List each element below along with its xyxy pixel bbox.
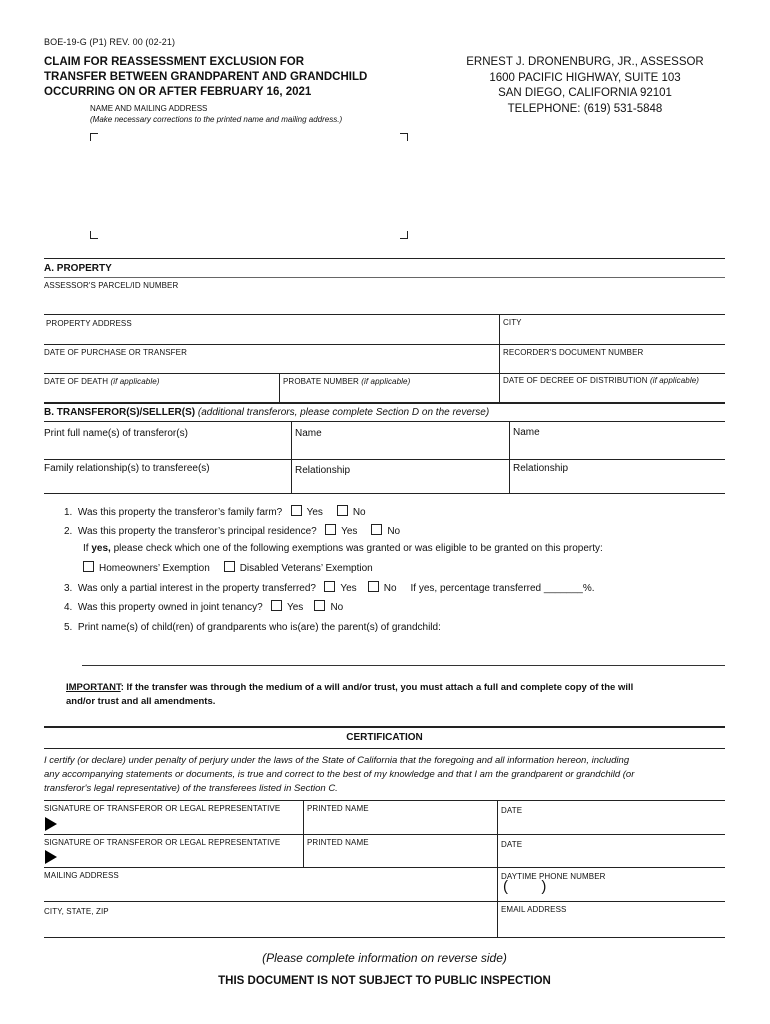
mailing-label: NAME AND MAILING ADDRESS: [90, 104, 208, 113]
recorder-doc-field[interactable]: [503, 357, 723, 371]
relationship-1-label: Relationship: [295, 465, 351, 476]
print-names-label: Print full name(s) of transferor(s): [44, 428, 188, 439]
reverse-side-note: (Please complete information on reverse side): [262, 951, 507, 965]
form-title: [44, 55, 367, 100]
date-2-field[interactable]: [501, 850, 723, 865]
date-death-label: DATE OF DEATH (if applicable): [44, 377, 160, 386]
assessor-name: ERNEST J. DRONENBURG, JR., ASSESSOR: [466, 56, 704, 68]
divider-b-2: [44, 459, 725, 460]
divider-b-1: [44, 421, 725, 422]
section-a-heading: A. PROPERTY: [44, 263, 112, 274]
q3-percentage[interactable]: If yes, percentage transferred _______%.: [410, 583, 595, 594]
divider-a-2: [44, 344, 725, 345]
property-address-label: PROPERTY ADDRESS: [46, 319, 132, 328]
divider-a-heading: [44, 277, 725, 278]
probate-field[interactable]: [283, 387, 493, 400]
divider-cert-top: [44, 726, 725, 728]
property-address-field[interactable]: [44, 328, 494, 342]
signature-2-label: SIGNATURE OF TRANSFEROR OR LEGAL REPRESENTATIVE: [44, 838, 281, 847]
recorder-doc-label: RECORDER'S DOCUMENT NUMBER: [503, 348, 644, 357]
question-3: 3. Was only a partial interest in the property transferred? Yes No If yes, percentage transferred _______%.: [64, 583, 595, 594]
name-1-label: Name: [295, 428, 322, 439]
certification-statement: I certify (or declare) under penalty of perjury under the laws of the State of California that the foregoing and all information hereon, including any accompanying statements or documents, is true and correct to the best of my knowledge and that I am the grandparent or grandchild (or transferor's legal representative) of the transferees listed in Section C.: [44, 755, 635, 794]
assessor-address-1: 1600 PACIFIC HIGHWAY, SUITE 103: [489, 71, 681, 84]
section-b-heading: B. TRANSFEROR(S)/SELLER(S) (additional transferors, please complete Section D on the reverse): [44, 407, 490, 418]
printed-name-1-field[interactable]: [307, 814, 492, 832]
q5-answer-line: [82, 665, 725, 666]
assessor-block: [430, 55, 740, 117]
divider-sig-bottom: [44, 937, 725, 938]
mailing-address-field[interactable]: [44, 881, 494, 899]
question-2-followup: If yes, please check which one of the following exemptions was granted or was eligible to be granted on this property:: [83, 543, 603, 554]
city-state-zip-field[interactable]: [44, 917, 494, 935]
city-field[interactable]: [503, 328, 723, 342]
signature-1-field[interactable]: [62, 814, 298, 832]
email-field[interactable]: [501, 915, 723, 935]
divider-a-1: [44, 314, 725, 315]
corner-bottom-right: [400, 231, 408, 239]
parcel-field[interactable]: [44, 292, 374, 312]
divider-b-top: [44, 402, 725, 404]
printed-name-2-field[interactable]: [307, 848, 492, 865]
assessor-address-2: SAN DIEGO, CALIFORNIA 92101: [498, 87, 672, 99]
email-label: EMAIL ADDRESS: [501, 905, 567, 914]
q1-yes-checkbox[interactable]: [291, 505, 302, 516]
certification-heading: CERTIFICATION: [346, 732, 423, 743]
decree-label: DATE OF DECREE OF DISTRIBUTION (if applicable): [503, 376, 700, 385]
divider-cert-heading: [44, 748, 725, 749]
relationship-2-field[interactable]: [513, 477, 723, 491]
daytime-phone-label: DAYTIME PHONE NUMBER: [501, 872, 606, 881]
divider-sig-3: [44, 901, 725, 902]
daytime-phone-field[interactable]: ( ): [503, 878, 547, 895]
family-rel-label: Family relationship(s) to transferee(s): [44, 463, 210, 474]
q2-no-checkbox[interactable]: [371, 524, 382, 535]
divider-sig-top: [44, 800, 725, 801]
decree-field[interactable]: [503, 387, 723, 400]
sign-here-arrow-icon: [45, 817, 57, 831]
probate-label: PROBATE NUMBER (if applicable): [283, 377, 411, 386]
divider-sig-1: [44, 834, 725, 835]
relationship-2-label: Relationship: [513, 463, 569, 474]
important-note: IMPORTANT: If the transfer was through the medium of a will and/or trust, you must attach a full and complete copy of the will and/or trust and all amendments.: [66, 682, 634, 707]
title-line-3: OCCURRING ON OR AFTER FEBRUARY 16, 2021: [44, 86, 312, 98]
divider-a-3: [44, 373, 725, 374]
printed-name-2-label: PRINTED NAME: [307, 838, 369, 847]
corner-bottom-left: [90, 231, 98, 239]
printed-name-1-label: PRINTED NAME: [307, 804, 369, 813]
exemption-options: Homeowners’ Exemption Disabled Veterans’ Exemption: [83, 561, 373, 574]
divider-sig-2: [44, 867, 725, 868]
public-inspection-notice: THIS DOCUMENT IS NOT SUBJECT TO PUBLIC INSPECTION: [218, 975, 551, 987]
question-4: 4. Was this property owned in joint tenancy? Yes No: [64, 602, 344, 613]
divider-a-top: [44, 258, 725, 259]
date-2-label: DATE: [501, 840, 523, 849]
signature-2-field[interactable]: [62, 848, 298, 865]
question-2: 2. Was this property the transferor’s principal residence? Yes No: [64, 526, 401, 537]
veterans-checkbox[interactable]: [224, 561, 235, 572]
parcel-label: ASSESSOR'S PARCEL/ID NUMBER: [44, 281, 179, 290]
date-purchase-label: DATE OF PURCHASE OR TRANSFER: [44, 348, 187, 357]
divider-b-3: [44, 493, 725, 494]
grandchild-parents-field[interactable]: [82, 640, 725, 664]
city-state-zip-label: CITY, STATE, ZIP: [44, 907, 109, 916]
title-line-2: TRANSFER BETWEEN GRANDPARENT AND GRANDCHILD: [44, 71, 368, 83]
question-1: 1. Was this property the transferor’s family farm? Yes No: [64, 507, 366, 518]
transferor-name-2-field[interactable]: [513, 441, 723, 455]
name-2-label: Name: [513, 427, 540, 438]
date-purchase-field[interactable]: [44, 357, 494, 371]
corner-top-right: [400, 133, 408, 141]
transferor-name-1-field[interactable]: [295, 441, 505, 455]
q4-no-checkbox[interactable]: [314, 600, 325, 611]
signature-1-label: SIGNATURE OF TRANSFEROR OR LEGAL REPRESENTATIVE: [44, 804, 281, 813]
date-1-label: DATE: [501, 806, 523, 815]
form-code: BOE-19-G (P1) REV. 00 (02-21): [44, 37, 176, 47]
sign-here-arrow-icon-2: [45, 850, 57, 864]
mailing-note: (Make necessary corrections to the printed name and mailing address.): [90, 115, 343, 124]
homeowners-checkbox[interactable]: [83, 561, 94, 572]
q4-yes-checkbox[interactable]: [271, 600, 282, 611]
question-5: 5. Print name(s) of child(ren) of grandparents who is(are) the parent(s) of grandchild:: [64, 622, 441, 633]
date-1-field[interactable]: [501, 816, 723, 832]
q2-yes-checkbox[interactable]: [325, 524, 336, 535]
title-line-1: CLAIM FOR REASSESSMENT EXCLUSION FOR: [44, 56, 305, 68]
q3-yes-checkbox[interactable]: [324, 581, 335, 592]
corner-top-left: [90, 133, 98, 141]
q3-no-checkbox[interactable]: [368, 581, 379, 592]
city-label: CITY: [503, 318, 522, 327]
q1-no-checkbox[interactable]: [337, 505, 348, 516]
date-death-field[interactable]: [44, 387, 274, 400]
mailing-address-label: MAILING ADDRESS: [44, 871, 119, 880]
assessor-phone: TELEPHONE: (619) 531-5848: [507, 102, 663, 115]
relationship-1-field[interactable]: [295, 477, 505, 491]
